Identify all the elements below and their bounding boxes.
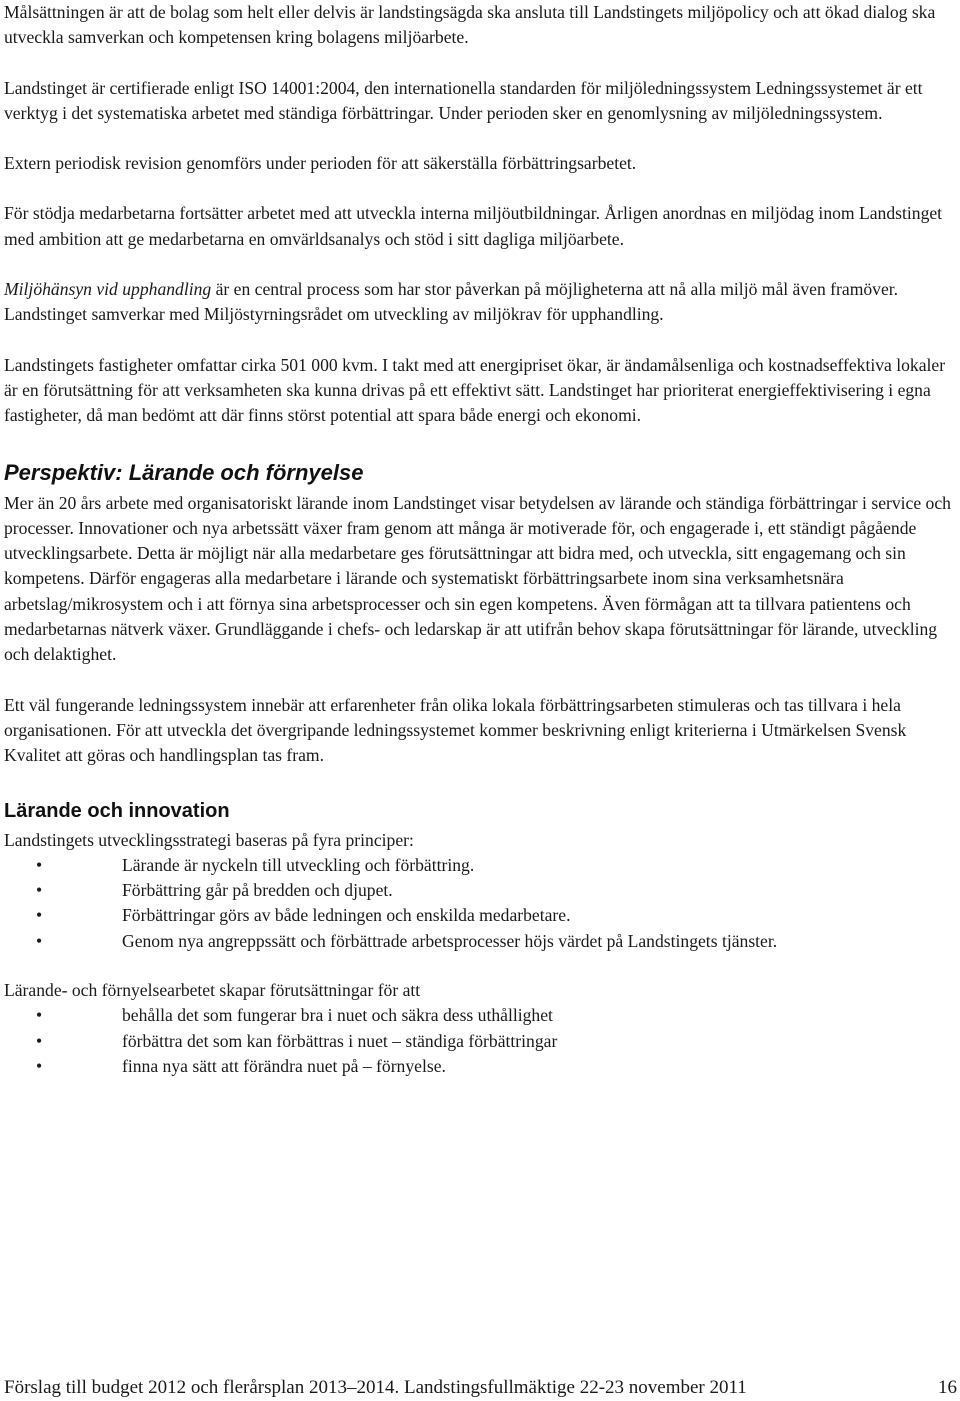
list-item: • Lärande är nyckeln till utveckling och förbättring.: [4, 853, 954, 878]
paragraph-extern-revision: Extern periodisk revision genomförs under perioden för att säkerställa förbättringsarbetet.: [4, 153, 637, 174]
upphandling-text: är en central process som har stor påverkan på möjligheterna att nå alla miljö mål även framöver. Landstinget samverkar med Miljöstyrningsrådet om utveckling av miljökrav för upphandling.: [4, 279, 899, 325]
principles-list: [4, 853, 954, 954]
paragraph-iso-certification: Landstinget är certifierade enligt ISO 14001:2004, den internationella standarden för miljöledningssystem Ledningssystemet är ett verktyg i det systematiska arbetet med ständiga förbättringar. Under perioden sker en genomlysning av miljöledningssystem.: [4, 77, 923, 123]
document-body: [4, 0, 954, 1079]
paragraph-organisatoriskt-larande: Mer än 20 års arbete med organisatoriskt lärande inom Landstinget visar betydelsen av lärande och ständiga förbättringar i service och processer. Innovationer och nya arbetssätt växer fram genom att många är motiverade för, och engagerade i, ett ständigt pågående utvecklingsarbete. Detta är möjligt när alla medarbetare ges förutsättningar att bidra med, och utveckla, sitt engagemang och sin kompetens. Därför engageras alla medarbetare i lärande och systematiskt förbättringsarbete inom sina verksamhetsnära arbetslag/mikrosystem och i att förnya sina arbetsprocesser och sin egen kompetens. Även förmågan att ta tillvara patientens och medarbetarnas nätverk växer. Grundläggande i chefs- och ledarskap är att utifrån behov skapa förutsättningar för lärande, utveckling och delaktighet.: [4, 492, 951, 665]
bullet-icon: •: [36, 854, 43, 875]
list-item: • behålla det som fungerar bra i nuet och säkra dess uthållighet: [4, 1003, 954, 1028]
bullet-icon: •: [36, 930, 43, 951]
paragraph-miljoutbildning: För stödja medarbetarna fortsätter arbetet med att utveckla interna miljöutbildningar. Årligen anordnas en miljödag inom Landstinget med ambition att ge medarbetarna en omvärldsanalys och stöd i sitt dagliga miljöarbete.: [4, 203, 943, 249]
bullet-icon: •: [36, 1005, 43, 1026]
paragraph-bolag: Målsättningen är att de bolag som helt eller delvis är landstingsägda ska ansluta till Landstingets miljöpolicy och att ökad dialog ska utveckla samverkan och kompetensen kring bolagens miljöarbete.: [4, 2, 936, 48]
footer-text: Förslag till budget 2012 och flerårsplan 2013–2014. Landstingsfullmäktige 22-23 november 2011: [4, 1377, 747, 1398]
page-number: 16: [938, 1377, 957, 1398]
bullet-icon: •: [36, 1030, 43, 1051]
list-item: • förbättra det som kan förbättras i nuet – ständiga förbättringar: [4, 1029, 954, 1054]
paragraph-ledningssystem: Ett väl fungerande ledningssystem innebär att erfarenheter från olika lokala förbättringsarbeten stimuleras och tas tillvara i hela organisationen. För att utveckla det övergripande ledningssystemet kommer beskrivning enligt kriterierna i Utmärkelsen Svensk Kvalitet att göras och handlingsplan tas fram.: [4, 694, 907, 766]
strategy-intro: Landstingets utvecklingsstrategi baseras på fyra principer:: [4, 829, 414, 850]
upphandling-emphasis: Miljöhänsyn vid upphandling: [4, 279, 212, 300]
list-item: • Förbättringar görs av både ledningen och enskilda medarbetare.: [4, 903, 954, 928]
renewal-intro: Lärande- och förnyelsearbetet skapar förutsättningar för att: [4, 980, 421, 1001]
bullet-icon: •: [36, 880, 43, 901]
list-item: • Förbättring går på bredden och djupet.: [4, 878, 954, 903]
bullet-icon: •: [36, 905, 43, 926]
list-item: • finna nya sätt att förändra nuet på – förnyelse.: [4, 1054, 954, 1079]
bullet-icon: •: [36, 1055, 43, 1076]
paragraph-fastigheter: Landstingets fastigheter omfattar cirka 501 000 kvm. I takt med att energipriset ökar, är ändamålsenliga och kostnadseffektiva lokaler är en förutsättning för att verksamheten ska kunna drivas på ett effektivt sätt. Landstinget har prioriterat energieffektivisering i egna fastigheter, då man bedömt att där finns störst potential att spara både energi och ekonomi.: [4, 354, 946, 426]
paragraph-upphandling: [4, 277, 954, 328]
page-footer: [4, 1376, 957, 1400]
section-heading: Perspektiv: Lärande och förnyelse: [4, 459, 364, 485]
subheading-larande-innovation: Lärande och innovation: [4, 799, 230, 822]
renewal-list: [4, 1003, 954, 1079]
list-item: • Genom nya angreppssätt och förbättrade arbetsprocesser höjs värdet på Landstingets tjänster.: [4, 929, 954, 954]
